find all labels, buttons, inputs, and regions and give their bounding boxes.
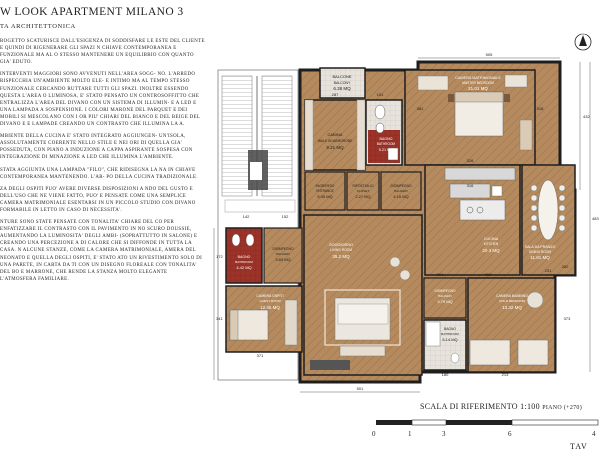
dim-label: 501 (356, 386, 364, 391)
dim-label: 326 (466, 158, 474, 163)
floor-plan (210, 32, 600, 400)
room-label: CAMERA BAMBINO (496, 294, 528, 298)
room-area: 3.79 MQ (437, 299, 453, 304)
floor-label: PIANO (+270) (542, 405, 583, 411)
dim-label: 432 (583, 114, 590, 119)
room-walk-in-wardrobe (305, 100, 365, 170)
scale-tick: 4 (592, 430, 596, 438)
room-area: 4.42 MQ (236, 265, 252, 270)
dim-label: 263 (484, 272, 492, 277)
paragraph: INTERVENTI MAGGIORI SONO AVVENUTI NELL'AREA SOGG- NO. L'ARREDO RISPECCHIA UN'AMBIENTE MOLTO ELE- E INTIMO MA AL TEMPO STESSO FUNZIONALE CERCANDO RUTTARE TUTTI GLI SPAZI. INOLTRE ESSENDO QUESTA L'AREA O LUMINOSA, E' STATO PENSATO UN CONTROSOFFITTO CHE ENTRALIZZA L'AREA DEL DIVANO CON UN SISTEMA DI ILLUMIN- E A LED E UNA LAMPADA A SOSPENSIONE. I COLORI MARONE DEL PARQUET E DEI MOBILI SI MESCOLANO CON I OR PIU' CHIARI DEL BIANCO E DEL BEIGE DEL DIVANO E E LAMPADE CREANDO UN CONTRASTO CHE ILLUMINA LA A. (0, 72, 200, 128)
room-label: BAGNO (444, 327, 456, 331)
room-label: BALCONE (332, 74, 352, 79)
room-sub: CHILD BEDROOM (498, 299, 526, 303)
room-area: 4.16 MQ (393, 194, 409, 199)
room-hallway-3 (424, 278, 466, 318)
room-closet (347, 172, 379, 210)
room-sub: BALCONY (333, 81, 351, 85)
paragraph: NTURE SONO STATE PENSATE CON TONALITA' CHIARE DEL CO PER ENFATIZZARE IL CONTRASTO CON IL PAVIMENTO IN NO SCURO DOUSSIE, AUMENTANDO LA LUMINOSITA' DEGLI AMBI- (SOPRATTUTTO IN SALONE) E CREANDO UNA PERCEZIONE A DI CALORE CHE SI DIFFONDE IN TUTTA LA CASA. N ALCUNE STANZE, COME LA CAMERA MATRIMONIALE, AMERA DEL NEONATO E QUELLA DEGLI OSPITI, E' STATO ATO UN RIVESTIMENTO SOLO DI UNA PARETE, IN CARTA DA TI CON UN DISEGNO FLOREALE CON TONALITA' DEL BO E MARRONE, CHE RENDE LA STANZA MOLTO ELEGANTE L'ATMOSFERA FAMILIARE. (0, 220, 203, 282)
paragraph: ZA DEGLI OSPITI PUO' AVERE DIVERSE DISPOSIZIONI A NDO DEL GUSTO E DELL'USO CHE NE VIENE FATTO, PUO' E PENSATE COME UNA SEMPLICE CAMERA MATRIMONIALE ESENTARSI IN UN PICCOLO STUDIO CON DIVANO FORMABILE IN LETTO IN CASO DI NECESSITA'. (0, 186, 196, 213)
room-sub: HALLWAY (393, 189, 409, 193)
table-label: TAV (570, 442, 588, 451)
dim-label: 373 (563, 316, 571, 321)
dim-label: 213 (501, 372, 509, 377)
room-kitchen (425, 165, 520, 275)
scale-caption (420, 402, 582, 411)
room-label: INGRESSO (315, 184, 335, 188)
room-area: 5.05 MQ (317, 194, 333, 199)
scale-tick: 0 (372, 430, 376, 438)
paragraph: STATA AGGIUNTA UNA LAMPADA "FILO", CHE RIDISEGNA LA NA IN CHIAVE CONTEMPORANEA MANTENENDO. L'AR- PO DELLA CUCINA TRADIZIONALE. (0, 167, 198, 180)
room-label: RIPOSTIGLIO (352, 184, 374, 188)
room-label: CAMERA OSPITI (256, 294, 284, 298)
room-label: DISIMPEGNO (272, 247, 294, 251)
room-bathroom-2 (226, 228, 262, 283)
room-sub: BATHROOM (441, 332, 459, 336)
dim-label: 201 (436, 272, 444, 277)
north-label: N (581, 32, 585, 38)
room-sub: BATHROOM (235, 260, 253, 264)
room-child (468, 278, 555, 372)
dim-label: 318 (536, 106, 544, 111)
room-area: 21.01 MQ (468, 86, 488, 91)
paragraph: MBIENTE DELLA CUCINA E' STATO INTEGRATO AGGIUNGEN- UN'ISOLA, ASSOLUTAMENTE COERENTE NELLO STILE E NEI ORI DI QUELLA GIA' POSSEDUTA, CON PIANO A INDUZIONE A CAPPA ASPIRANTE SOSPESA CON INTEGRAZIONE DI MINAZIONE A LED CHE ILLUMINA L'AMBIENTE. (0, 134, 193, 161)
room-area: 20.3 MQ (482, 248, 500, 253)
room-label: CUCINA (483, 237, 499, 241)
room-sub: KITCHEN (483, 242, 499, 246)
dim-label: 341 (216, 316, 223, 321)
dim-label: 180 (441, 372, 449, 377)
room-area: 3.83 MQ (275, 257, 291, 262)
room-sub: ENTRANCE (316, 189, 334, 193)
dim-label: 172 (216, 254, 223, 259)
room-area: 9.21 MQ (326, 145, 344, 150)
scale-label: SCALA DI RIFERIMENTO 1:100 (420, 402, 540, 411)
room-area: 13.32 MQ (502, 305, 522, 310)
paragraph: ROGETTO SCATURISCE DALL'ESIGENZA DI SODDISFARE LE ESTE DEL CLIENTE E QUINDI DI RIGENERARE GLI SPAZI N CHIAVE CONTEMPORANEA E FUNZIONALE MA AL O STESSO MANTENERE UN EQUILIBRIO CON QUANTO GIA' EDUTO. (0, 39, 205, 66)
room-label: DISIMPEGNO (434, 289, 456, 293)
room-guest (226, 286, 302, 352)
dim-label: 231 (544, 268, 552, 273)
room-master-bath (366, 100, 402, 165)
room-hallway-2 (264, 228, 302, 283)
dim-label: 262 (561, 264, 569, 269)
room-area: 5.14 MQ (442, 337, 458, 342)
room-area: 6.38 MQ (333, 86, 351, 91)
room-balcony (320, 68, 365, 98)
room-area: 12.45 MQ (260, 305, 280, 310)
room-hallway-1 (381, 172, 421, 210)
room-master-bedroom (405, 70, 535, 165)
room-living (304, 215, 422, 375)
scale-tick: 6 (508, 430, 512, 438)
scale-tick: 3 (442, 430, 446, 438)
room-area: 2.27 MQ (355, 194, 371, 199)
room-sub: BATHROOM (376, 142, 396, 146)
dim-label: 142 (242, 214, 250, 219)
room-label: CAMERA MATRIMONIALE (455, 76, 501, 80)
dim-label: 151 (376, 92, 384, 97)
room-sub: HALLWAY (437, 294, 453, 298)
north-arrow (575, 32, 591, 50)
scale-tick: 1 (408, 430, 412, 438)
room-label: BAGNO (379, 137, 393, 141)
room-sub: CLOSET (356, 189, 370, 193)
room-area: 5.21 MQ (378, 148, 394, 152)
dim-label: 381 (416, 106, 424, 111)
dim-label: 371 (256, 353, 264, 358)
page-title: W LOOK APARTMENT MILANO 3 (0, 6, 184, 18)
room-sub: MASTER BEDROOM (462, 81, 494, 85)
room-dining (522, 165, 575, 275)
room-bathroom-3 (424, 320, 466, 370)
room-sub: GUEST ROOM (259, 299, 281, 303)
room-area: 35.2 MQ (332, 254, 350, 259)
dim-label: 152 (281, 214, 289, 219)
description (0, 38, 205, 288)
scale-bar (368, 416, 600, 450)
room-sub: HALLWAY (275, 252, 291, 256)
page-subtitle: TA ARCHITETTONICA (0, 23, 76, 30)
room-sub: DINING ROOM (529, 250, 551, 254)
room-label: DISIMPEGNO (390, 184, 412, 188)
dim-label: 287 (331, 92, 339, 97)
room-label: SALA DA PRANZO (524, 245, 556, 249)
room-sub: LIVING ROOM (330, 248, 352, 252)
room-label: BAGNO (237, 255, 251, 259)
room-label: SOGGIORNO (329, 243, 353, 247)
room-label: CABINA (327, 132, 343, 137)
room-sub: WALK IN WARDROBE (317, 139, 353, 143)
dim-label: 483 (592, 216, 599, 221)
room-entrance (305, 172, 345, 210)
room-area: 11.81 MQ (530, 255, 550, 260)
dim-label: 316 (466, 183, 474, 188)
dim-label: 505 (485, 52, 493, 57)
